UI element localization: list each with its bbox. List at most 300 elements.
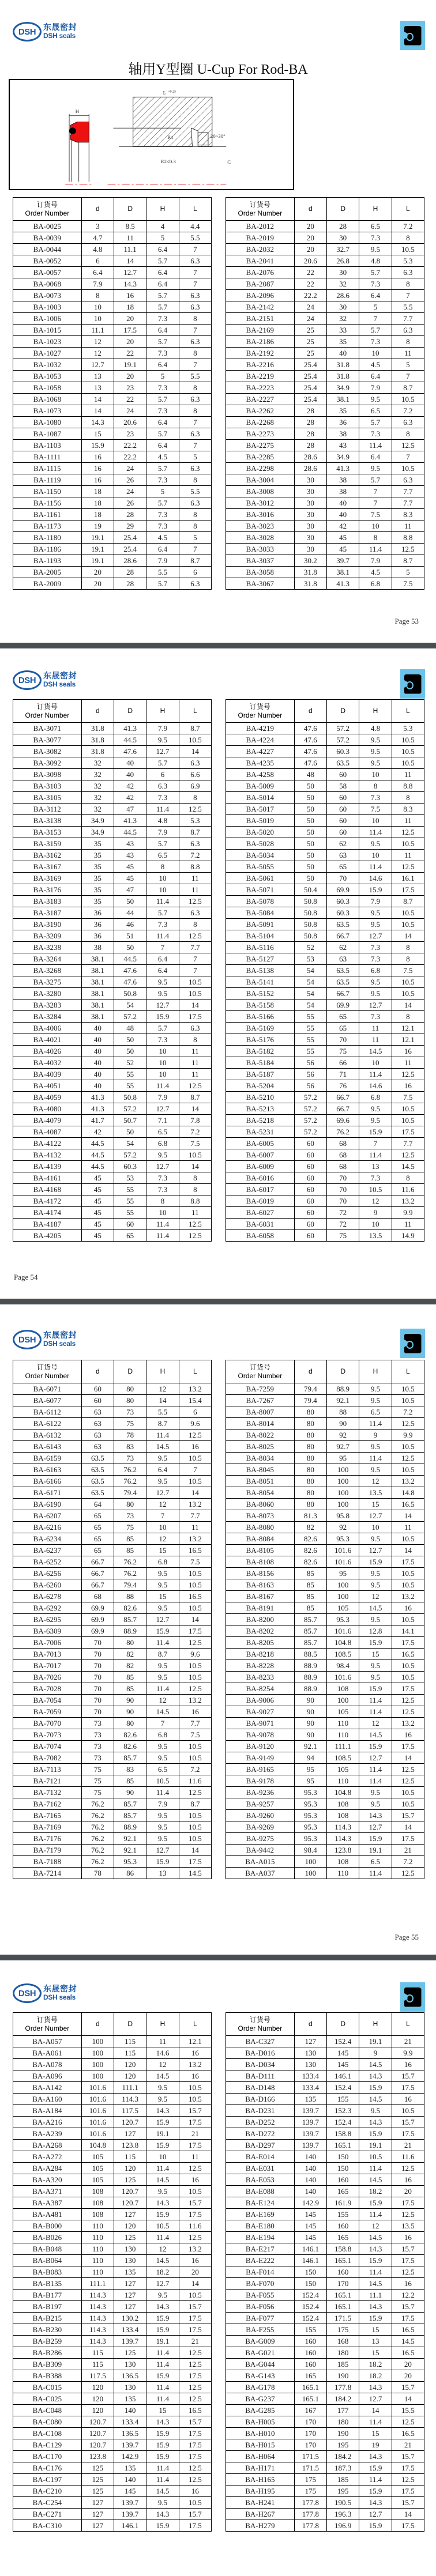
order-number: BA-3037 xyxy=(226,555,295,567)
table-row xyxy=(13,2405,212,2416)
order-number: BA-7214 xyxy=(13,1868,82,1879)
order-number: BA-B135 xyxy=(13,2278,82,2290)
D-value: 47.6 xyxy=(114,976,146,988)
d-value: 110 xyxy=(81,2266,114,2278)
L-value: 8.7 xyxy=(392,555,424,567)
H-value: 14.5 xyxy=(359,1046,392,1057)
order-number: BA-E180 xyxy=(226,2220,295,2232)
order-number: BA-C271 xyxy=(13,2509,82,2520)
d-value: 177.8 xyxy=(294,2520,326,2532)
D-value: 90 xyxy=(114,1695,146,1706)
L-value: 7.7 xyxy=(392,1138,424,1149)
table-row xyxy=(13,1383,212,1395)
D-value: 48 xyxy=(114,1023,146,1034)
table-row xyxy=(13,359,212,371)
table-row xyxy=(13,1453,212,1464)
H-value: 14.5 xyxy=(146,2486,179,2497)
table-row xyxy=(13,1499,212,1510)
d-value: 108 xyxy=(81,2197,114,2209)
D-value: 135 xyxy=(114,2393,146,2405)
D-value: 11.1 xyxy=(114,244,146,255)
D-value: 60 xyxy=(327,804,359,815)
order-number: BA-8233 xyxy=(226,1672,295,1683)
dsh-logo xyxy=(13,1330,77,1349)
H-value: 11.4 xyxy=(359,440,392,451)
d-value: 40 xyxy=(81,1046,114,1057)
d-value: 135 xyxy=(294,2094,326,2105)
L-value: 8 xyxy=(392,278,424,290)
table-row xyxy=(226,278,424,290)
d-value: 3 xyxy=(81,221,114,232)
table-row xyxy=(13,2474,212,2486)
d-value: 82.6 xyxy=(294,1545,326,1556)
D-value: 38 xyxy=(327,428,359,440)
dsh-mark: DSH xyxy=(13,670,42,690)
order-number: BA-3176 xyxy=(13,884,82,896)
L-value: 8 xyxy=(179,792,211,804)
table-row xyxy=(226,1023,424,1034)
order-number: BA-7017 xyxy=(13,1660,82,1672)
L-value: 14.8 xyxy=(392,1487,424,1499)
D-value: 70 xyxy=(327,1195,359,1207)
L-value: 13.2 xyxy=(392,1591,424,1602)
D-value: 165.1 xyxy=(327,2301,359,2313)
H-value: 7.3 xyxy=(359,232,392,244)
d-value: 30 xyxy=(294,486,326,497)
H-value: 9.5 xyxy=(359,1787,392,1798)
table-row xyxy=(226,988,424,1000)
table-row xyxy=(226,428,424,440)
order-number: BA-A481 xyxy=(13,2209,82,2220)
H-value: 6.4 xyxy=(359,290,392,301)
order-number: BA-1173 xyxy=(13,521,82,532)
H-value: 7.9 xyxy=(359,382,392,394)
H-value: 15 xyxy=(146,2405,179,2416)
table-row xyxy=(226,815,424,827)
table-row xyxy=(13,1046,212,1057)
L-value: 6.3 xyxy=(179,463,211,474)
table-row xyxy=(13,2439,212,2451)
H-value: 15 xyxy=(359,1649,392,1660)
D-value: 68 xyxy=(327,1149,359,1161)
D-value: 165 xyxy=(327,2186,359,2197)
D-value: 68 xyxy=(327,1161,359,1172)
table-row xyxy=(226,723,424,734)
order-number: BA-5127 xyxy=(226,953,295,965)
D-value: 44 xyxy=(114,907,146,919)
d-value: 70 xyxy=(81,1649,114,1660)
D-value: 120.7 xyxy=(114,2117,146,2128)
table-row xyxy=(226,907,424,919)
L-value: 5.3 xyxy=(179,815,211,827)
D-value: 190 xyxy=(327,2428,359,2439)
table-row xyxy=(13,1000,212,1011)
L-value: 5.5 xyxy=(179,232,211,244)
H-value: 14.3 xyxy=(359,2117,392,2128)
D-value: 12.7 xyxy=(114,267,146,278)
table-row xyxy=(13,1556,212,1568)
d-value: 4.8 xyxy=(81,244,114,255)
d-value: 31.8 xyxy=(81,746,114,757)
H-value: 14.3 xyxy=(359,2451,392,2462)
table-row xyxy=(13,1729,212,1741)
H-value: 11.4 xyxy=(146,1430,179,1441)
table-row xyxy=(226,1406,424,1418)
order-number: BA-E031 xyxy=(226,2163,295,2174)
table-row xyxy=(226,734,424,746)
order-number: BA-8200 xyxy=(226,1614,295,1625)
L-value: 7.5 xyxy=(179,1729,211,1741)
table-row xyxy=(13,1172,212,1184)
H-value: 10 xyxy=(146,1522,179,1533)
order-number: BA-9442 xyxy=(226,1845,295,1856)
d-value: 70 xyxy=(81,1660,114,1672)
D-value: 26 xyxy=(114,497,146,509)
brand-name-en: DSH seals xyxy=(43,1993,76,2002)
order-number: BA-A371 xyxy=(13,2186,82,2197)
L-value: 16 xyxy=(392,2278,424,2290)
order-number: BA-C025 xyxy=(13,2393,82,2405)
dsh-mark: DSH xyxy=(13,1330,42,1349)
order-number: BA-0025 xyxy=(13,221,82,232)
D-value: 135 xyxy=(114,2462,146,2474)
table-row xyxy=(226,2082,424,2094)
table-row xyxy=(226,1464,424,1476)
d-value: 66.7 xyxy=(81,1579,114,1591)
d-value: 80 xyxy=(294,1487,326,1499)
order-number: BA-9260 xyxy=(226,1810,295,1821)
L-value: 12.5 xyxy=(179,1683,211,1695)
L-value: 12.1 xyxy=(179,2036,211,2047)
d-value: 177.8 xyxy=(294,2497,326,2509)
d-value: 11.1 xyxy=(81,325,114,336)
H-value: 6.8 xyxy=(146,1138,179,1149)
col-H: H xyxy=(359,1360,392,1383)
H-value: 7.3 xyxy=(146,405,179,417)
table-row xyxy=(226,2036,424,2047)
d-value: 35 xyxy=(81,861,114,873)
H-value: 12.7 xyxy=(359,2509,392,2520)
H-value: 15.9 xyxy=(146,2209,179,2220)
D-value: 50.8 xyxy=(114,1092,146,1103)
L-value: 5.5 xyxy=(392,301,424,313)
table-row xyxy=(13,2520,212,2532)
D-value: 71 xyxy=(327,1069,359,1080)
H-value: 14.5 xyxy=(359,2059,392,2070)
table-row xyxy=(13,723,212,734)
d-value: 98.4 xyxy=(294,1845,326,1856)
H-value: 19.1 xyxy=(146,2128,179,2140)
H-value: 10.5 xyxy=(146,1775,179,1787)
table-header-row xyxy=(226,1360,424,1383)
col-order-number: 订货号 Order Number xyxy=(226,700,295,723)
L-value: 17.5 xyxy=(392,1556,424,1568)
d-value: 47.6 xyxy=(294,723,326,734)
D-value: 65 xyxy=(114,1230,146,1242)
table-header-row xyxy=(13,2013,212,2036)
table-row xyxy=(226,2520,424,2532)
H-value: 12 xyxy=(146,1499,179,1510)
L-value: 11.6 xyxy=(179,2220,211,2232)
D-value: 90 xyxy=(114,1787,146,1798)
table-row xyxy=(226,792,424,804)
D-value: 55 xyxy=(114,1080,146,1092)
d-value: 120.7 xyxy=(81,2416,114,2428)
D-value: 114.3 xyxy=(327,1833,359,1845)
order-number: BA-6019 xyxy=(226,1195,295,1207)
order-number: BA-5158 xyxy=(226,1000,295,1011)
order-number: BA-3169 xyxy=(13,873,82,884)
d-value: 16 xyxy=(81,463,114,474)
col-d: d xyxy=(81,700,114,723)
order-number: BA-4139 xyxy=(13,1161,82,1172)
col-L: L xyxy=(392,700,424,723)
d-value: 120 xyxy=(81,2393,114,2405)
H-value: 11 xyxy=(359,1034,392,1046)
d-value: 64 xyxy=(81,1499,114,1510)
L-value: 16.5 xyxy=(392,2347,424,2359)
d-value: 145 xyxy=(294,2220,326,2232)
d-value: 167 xyxy=(294,2405,326,2416)
L-value: 14 xyxy=(392,930,424,942)
order-number: BA-G285 xyxy=(226,2405,295,2416)
table-row xyxy=(226,1080,424,1092)
order-number: BA-F055 xyxy=(226,2290,295,2301)
order-number: BA-5104 xyxy=(226,930,295,942)
col-L: L xyxy=(179,700,211,723)
order-number: BA-3283 xyxy=(13,1000,82,1011)
L-value: 12.5 xyxy=(392,1069,424,1080)
D-value: 152.4 xyxy=(327,2117,359,2128)
table-row xyxy=(13,486,212,497)
table-row xyxy=(226,2474,424,2486)
d-value: 35 xyxy=(81,850,114,861)
order-number: BA-8007 xyxy=(226,1406,295,1418)
order-number: BA-7179 xyxy=(13,1845,82,1856)
D-value: 60.3 xyxy=(327,907,359,919)
d-value: 142.9 xyxy=(294,2197,326,2209)
L-value: 11 xyxy=(392,348,424,359)
d-value: 110 xyxy=(81,2243,114,2255)
table-row xyxy=(13,521,212,532)
D-value: 110 xyxy=(327,1868,359,1879)
D-value: 70 xyxy=(327,1034,359,1046)
table-row xyxy=(13,1207,212,1219)
d-value: 38 xyxy=(81,942,114,953)
L-value: 10.5 xyxy=(179,1752,211,1764)
order-number: BA-6071 xyxy=(13,1383,82,1395)
table-row xyxy=(13,896,212,907)
D-value: 65 xyxy=(327,1023,359,1034)
d-value: 10 xyxy=(81,301,114,313)
L-value: 12.5 xyxy=(179,896,211,907)
order-number: BA-3012 xyxy=(226,497,295,509)
H-value: 6.5 xyxy=(359,221,392,232)
D-value: 80 xyxy=(114,1383,146,1395)
table-row xyxy=(13,1741,212,1752)
col-d: d xyxy=(81,1360,114,1383)
order-number: BA-4079 xyxy=(13,1115,82,1126)
D-value: 42 xyxy=(114,780,146,792)
L-value: 17.5 xyxy=(392,1126,424,1138)
d-value: 85.7 xyxy=(294,1625,326,1637)
table-row xyxy=(226,2313,424,2324)
H-value: 4.5 xyxy=(146,451,179,463)
D-value: 110 xyxy=(327,1718,359,1729)
d-value: 20 xyxy=(294,244,326,255)
L-value: 8.8 xyxy=(179,1195,211,1207)
d-value: 28 xyxy=(294,440,326,451)
L-value: 15.5 xyxy=(392,2405,424,2416)
H-value: 11.4 xyxy=(359,2266,392,2278)
D-value: 88.9 xyxy=(114,1821,146,1833)
table-row xyxy=(226,1034,424,1046)
table-row xyxy=(226,919,424,930)
D-value: 8.5 xyxy=(114,221,146,232)
D-value: 95.3 xyxy=(114,1856,146,1868)
order-number: BA-G044 xyxy=(226,2359,295,2370)
d-value: 73 xyxy=(81,1729,114,1741)
H-value: 7.3 xyxy=(359,942,392,953)
d-value: 16 xyxy=(81,474,114,486)
brand-name-en: DSH seals xyxy=(43,1340,76,1348)
D-value: 73 xyxy=(114,1510,146,1522)
order-number: BA-G178 xyxy=(226,2382,295,2393)
D-value: 175 xyxy=(327,2324,359,2336)
order-number: BA-6077 xyxy=(13,1395,82,1406)
order-number: BA-7165 xyxy=(13,1810,82,1821)
table-row xyxy=(226,2347,424,2359)
H-value: 18.2 xyxy=(359,2370,392,2382)
order-number: BA-C210 xyxy=(13,2486,82,2497)
order-number: BA-6216 xyxy=(13,1522,82,1533)
order-number: BA-3167 xyxy=(13,861,82,873)
spec-table-left xyxy=(13,2012,212,2532)
order-number: BA-1058 xyxy=(13,382,82,394)
D-value: 30 xyxy=(327,267,359,278)
table-row xyxy=(13,919,212,930)
col-D: D xyxy=(114,1360,146,1383)
spec-table-left xyxy=(13,699,212,1242)
L-value: 10.5 xyxy=(179,1453,211,1464)
H-value: 15.9 xyxy=(359,1741,392,1752)
order-number: BA-F014 xyxy=(226,2266,295,2278)
d-value: 38.1 xyxy=(81,976,114,988)
order-number: BA-8080 xyxy=(226,1522,295,1533)
D-value: 85 xyxy=(114,1533,146,1545)
d-value: 170 xyxy=(294,2439,326,2451)
d-value: 19.1 xyxy=(81,555,114,567)
H-value: 12 xyxy=(359,1195,392,1207)
table-row xyxy=(13,1625,212,1637)
order-number: BA-3103 xyxy=(13,780,82,792)
D-value: 33 xyxy=(327,325,359,336)
D-value: 47.6 xyxy=(114,965,146,976)
d-value: 95.3 xyxy=(294,1798,326,1810)
D-value: 40 xyxy=(327,509,359,521)
H-value: 9.5 xyxy=(146,988,179,1000)
D-value: 32 xyxy=(327,278,359,290)
H-value: 4.5 xyxy=(359,359,392,371)
table-row xyxy=(13,532,212,544)
L-value: 14 xyxy=(179,1487,211,1499)
table-row xyxy=(13,2209,212,2220)
order-number: BA-8254 xyxy=(226,1683,295,1695)
L-value: 7 xyxy=(179,1464,211,1476)
order-number: BA-8022 xyxy=(226,1430,295,1441)
L-value: 17.5 xyxy=(392,2520,424,2532)
D-value: 28 xyxy=(114,578,146,590)
L-value: 16 xyxy=(392,1729,424,1741)
L-value: 15.7 xyxy=(392,2497,424,2509)
table-row xyxy=(226,313,424,325)
table-row xyxy=(226,1441,424,1453)
table-row xyxy=(226,965,424,976)
d-value: 95 xyxy=(294,1775,326,1787)
D-value: 152.3 xyxy=(327,2105,359,2117)
col-D: D xyxy=(327,198,359,221)
order-number: BA-D297 xyxy=(226,2140,295,2151)
D-value: 133.4 xyxy=(114,2416,146,2428)
H-value: 6.4 xyxy=(146,544,179,555)
H-value: 5.7 xyxy=(146,290,179,301)
table-row xyxy=(226,1683,424,1695)
L-value: 10.5 xyxy=(392,463,424,474)
D-value: 161.9 xyxy=(327,2197,359,2209)
order-number: BA-2076 xyxy=(226,267,295,278)
D-value: 88 xyxy=(327,1406,359,1418)
L-value: 10.5 xyxy=(392,1441,424,1453)
table-row xyxy=(13,336,212,348)
L-value: 10.5 xyxy=(179,988,211,1000)
L-value: 16 xyxy=(179,2486,211,2497)
table-row xyxy=(13,2347,212,2359)
order-number: BA-6292 xyxy=(13,1602,82,1614)
D-value: 50 xyxy=(114,1046,146,1057)
order-number: BA-9078 xyxy=(226,1729,295,1741)
H-value: 11.4 xyxy=(146,1637,179,1649)
d-value: 15.9 xyxy=(81,440,114,451)
table-row xyxy=(13,267,212,278)
H-value: 9.5 xyxy=(359,976,392,988)
L-value: 5 xyxy=(392,567,424,578)
H-value: 11.4 xyxy=(146,2474,179,2486)
H-value: 14.3 xyxy=(359,2301,392,2313)
H-value: 15.9 xyxy=(146,2313,179,2324)
H-value: 14.3 xyxy=(359,1810,392,1821)
L-value: 10.5 xyxy=(392,1568,424,1579)
H-value: 11.4 xyxy=(146,2462,179,2474)
L-value: 9.9 xyxy=(392,1430,424,1441)
d-value: 95.3 xyxy=(294,1833,326,1845)
D-value: 52 xyxy=(114,1057,146,1069)
order-number: BA-4174 xyxy=(13,1207,82,1219)
D-value: 92.1 xyxy=(114,1833,146,1845)
L-value: 12.5 xyxy=(179,804,211,815)
order-number: BA-2219 xyxy=(226,371,295,382)
order-number: BA-C310 xyxy=(13,2520,82,2532)
table-row xyxy=(226,804,424,815)
D-value: 184.2 xyxy=(327,2451,359,2462)
d-value: 65 xyxy=(81,1533,114,1545)
H-value: 7.1 xyxy=(146,1115,179,1126)
d-value: 22.2 xyxy=(294,290,326,301)
order-number: BA-9027 xyxy=(226,1706,295,1718)
D-value: 85 xyxy=(114,1683,146,1695)
order-number: BA-C254 xyxy=(13,2497,82,2509)
H-value: 18.2 xyxy=(359,2359,392,2370)
L-value: 14.9 xyxy=(392,1230,424,1242)
